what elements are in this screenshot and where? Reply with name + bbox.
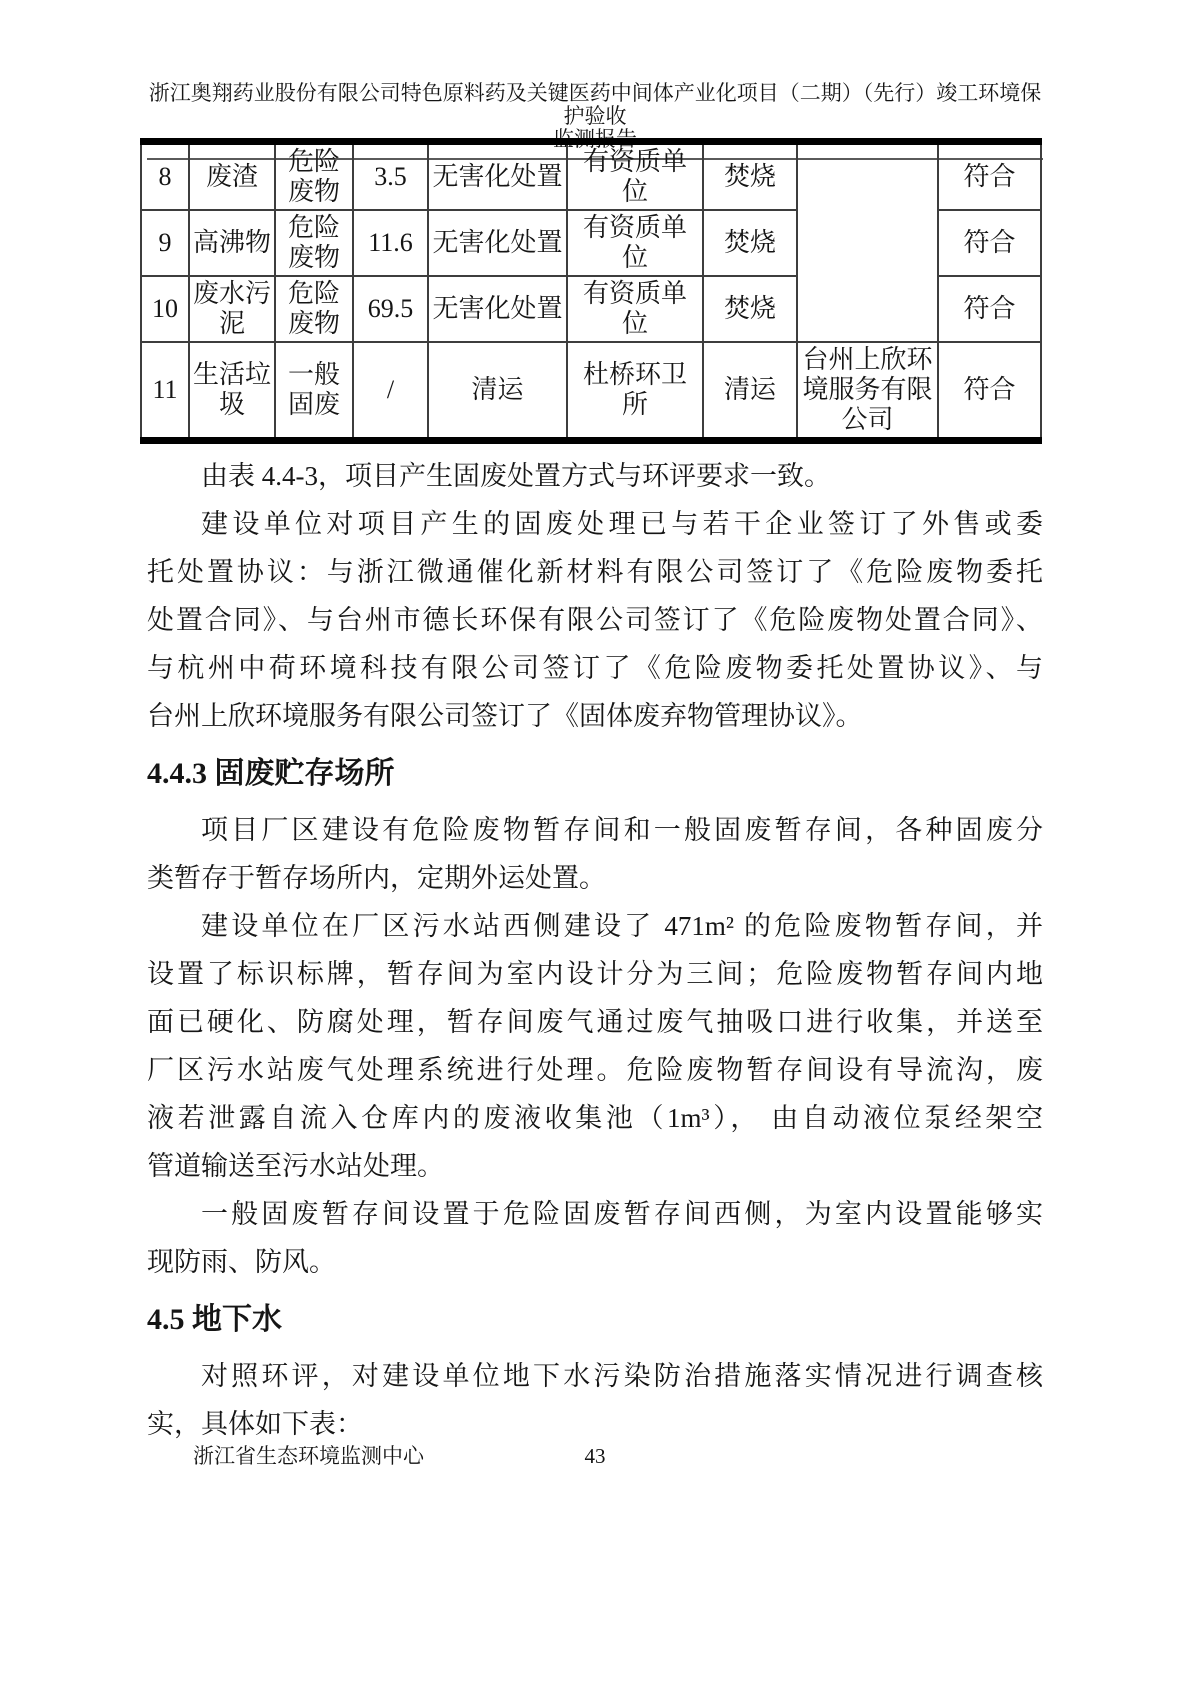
conclusion-cell: 符合 [938, 276, 1041, 342]
disposal-unit-cell: 有资质单位 [567, 276, 703, 342]
paragraph-line: 类暂存于暂存场所内，定期外运处置。 [147, 863, 606, 893]
section-heading-4-4-3: 4.4.3 固废贮存场所 [147, 757, 395, 790]
conclusion-cell: 符合 [938, 210, 1041, 276]
paragraph-line: 托处置协议：与浙江微通催化新材料有限公司签订了《危险废物委托 [147, 557, 1043, 587]
paragraph-line: 一般固废暂存间设置于危险固废暂存间西侧，为室内设置能够实 [201, 1199, 1043, 1229]
conclusion-cell: 符合 [938, 142, 1041, 211]
treatment-cell: 焚烧 [703, 276, 797, 342]
page-footer [147, 1444, 1043, 1468]
disposal-unit-cell: 杜桥环卫所 [567, 342, 703, 441]
disposal-method-cell: 无害化处置 [428, 210, 567, 276]
paragraph-line: 实，具体如下表： [147, 1409, 363, 1439]
row-number-cell: 11 [141, 342, 189, 441]
row-number-cell: 10 [141, 276, 189, 342]
row-number-cell: 8 [141, 142, 189, 211]
amount-cell: 3.5 [353, 142, 428, 211]
paragraph-line: 设置了标识标牌，暂存间为室内设计分为三间；危险废物暂存间内地 [147, 959, 1043, 989]
paragraph-line: 与杭州中荷环境科技有限公司签订了《危险废物委托处置协议》、与 [147, 653, 1043, 683]
conclusion-cell: 符合 [938, 342, 1041, 441]
header-title-line1: 浙江奥翔药业股份有限公司特色原料药及关键医药中间体产业化项目（二期）（先行）竣工环境保护验收 [148, 81, 1042, 128]
main-content [140, 138, 1042, 1448]
disposal-method-cell: 无害化处置 [428, 276, 567, 342]
body-text [147, 452, 1043, 1448]
footer-org: 浙江省生态环境监测中心 [193, 1444, 424, 1468]
company-cell-merged [797, 142, 938, 343]
treatment-cell: 清运 [703, 342, 797, 441]
waste-name-cell: 废渣 [189, 142, 275, 211]
paragraph-line: 厂区污水站废气处理系统进行处理。危险废物暂存间设有导流沟，废 [147, 1055, 1043, 1085]
row-number-cell: 9 [141, 210, 189, 276]
paragraph-line: 由表 4.4-3，项目产生固废处置方式与环评要求一致。 [201, 461, 831, 491]
section-heading-4-5: 4.5 地下水 [147, 1303, 282, 1336]
table-row [141, 142, 1041, 211]
category-cell: 一般固废 [275, 342, 353, 441]
amount-cell: 69.5 [353, 276, 428, 342]
paragraph-line: 项目厂区建设有危险废物暂存间和一般固废暂存间，各种固废分 [201, 815, 1043, 845]
paragraph-line: 台州上欣环境服务有限公司签订了《固体废弃物管理协议》。 [147, 701, 863, 731]
paragraph-line: 建设单位在厂区污水站西侧建设了 471m² 的危险废物暂存间，并 [201, 911, 1043, 941]
category-cell: 危险废物 [275, 210, 353, 276]
category-cell: 危险废物 [275, 142, 353, 211]
disposal-unit-cell: 有资质单位 [567, 210, 703, 276]
amount-cell: / [353, 342, 428, 441]
paragraph-line: 现防雨、防风。 [147, 1247, 336, 1277]
waste-name-cell: 废水污泥 [189, 276, 275, 342]
disposal-method-cell: 无害化处置 [428, 142, 567, 211]
disposal-method-cell: 清运 [428, 342, 567, 441]
paragraph-line: 液若泄露自流入仓库内的废液收集池（1m³）， 由自动液位泵经架空 [147, 1103, 1043, 1133]
amount-cell: 11.6 [353, 210, 428, 276]
disposal-unit-cell: 有资质单位 [567, 142, 703, 211]
table-row [141, 342, 1041, 441]
waste-disposal-table [140, 138, 1042, 444]
header-title-line2: 监测报告 [553, 127, 637, 151]
treatment-cell: 焚烧 [703, 210, 797, 276]
paragraph-line: 面已硬化、防腐处理，暂存间废气通过废气抽吸口进行收集，并送至 [147, 1007, 1043, 1037]
waste-name-cell: 高沸物 [189, 210, 275, 276]
paragraph-line: 对照环评，对建设单位地下水污染防治措施落实情况进行调查核 [201, 1361, 1043, 1391]
paragraph-line: 建设单位对项目产生的固废处理已与若干企业签订了外售或委 [201, 509, 1043, 539]
treatment-cell: 焚烧 [703, 142, 797, 211]
footer-page-number: 43 [584, 1444, 606, 1468]
paragraph-line: 处置合同》、与台州市德长环保有限公司签订了《危险废物处置合同》、 [147, 605, 1043, 635]
waste-name-cell: 生活垃圾 [189, 342, 275, 441]
category-cell: 危险废物 [275, 276, 353, 342]
company-cell: 台州上欣环境服务有限公司 [797, 342, 938, 441]
paragraph-line: 管道输送至污水站处理。 [147, 1151, 444, 1181]
